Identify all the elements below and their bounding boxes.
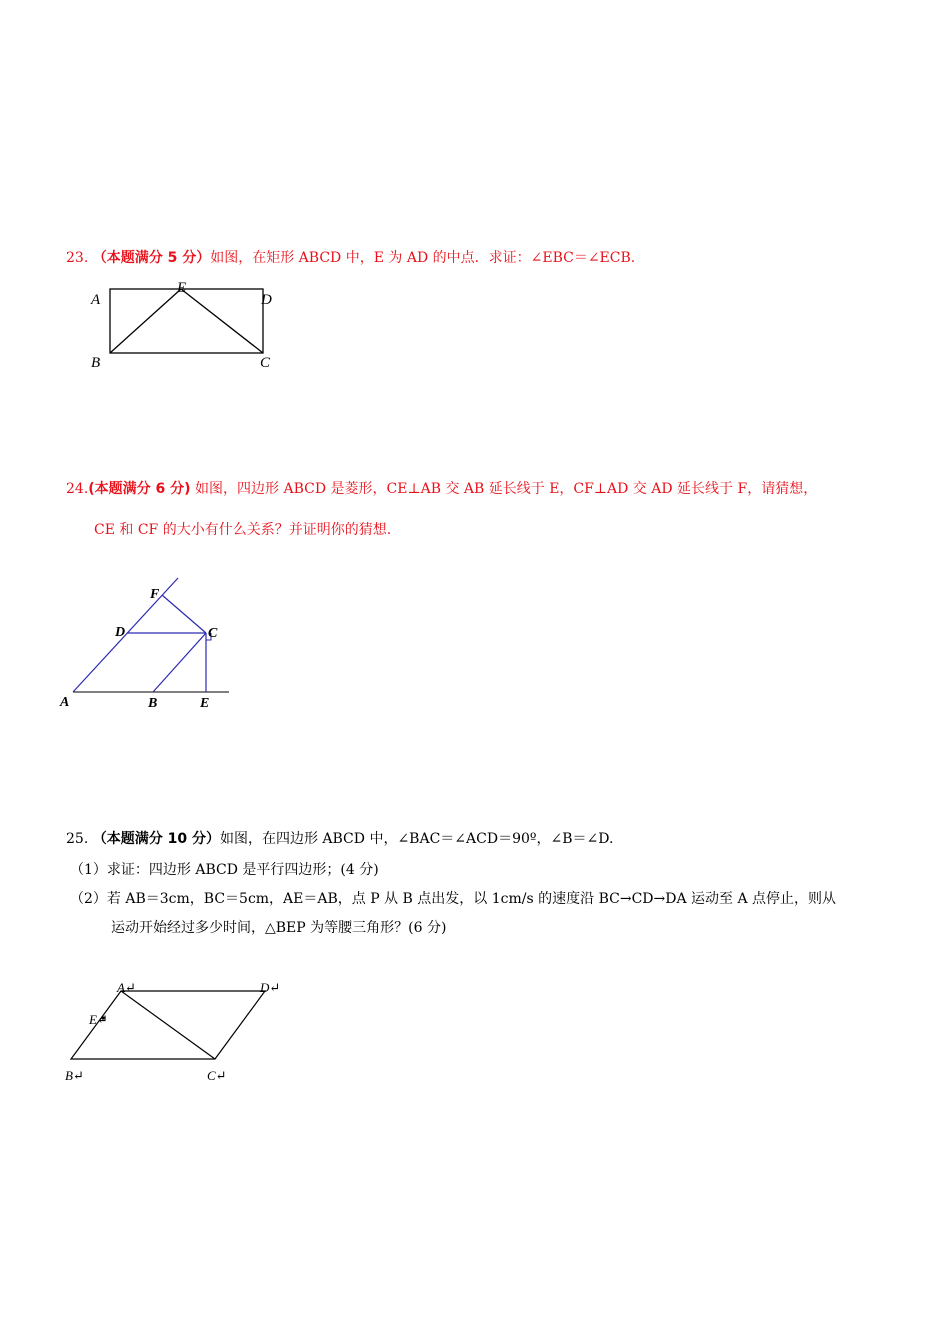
q25-label-a: A↵ [117, 980, 136, 995]
q24-label-f: F [150, 587, 160, 602]
q25-label-b: B↵ [65, 1068, 84, 1083]
q25-part2a-text: （2）若 AB＝3cm，BC＝5cm，AE＝AB，点 P 从 B 点出发，以 1cm/s 的速度沿 BC→CD→DA 运动至 A 点停止，则从 [70, 891, 837, 907]
q25-label-d: D↵ [260, 980, 281, 995]
q24-label-e: E [200, 696, 210, 711]
q23-number: 23. [66, 250, 89, 266]
q25-number: 25. [66, 831, 89, 847]
q25-text: 如图，在四边形 ABCD 中，∠BAC＝∠ACD＝90º，∠B＝∠D. [219, 831, 614, 847]
q25-points: （本题满分 10 分） [92, 831, 220, 847]
q23-label-e: E [177, 280, 187, 296]
q25-part1-text: （1）求证：四边形 ABCD 是平行四边形；(4 分) [70, 862, 379, 878]
q24-label-b: B [148, 696, 158, 711]
q24-label-a: A [60, 695, 70, 710]
q23-points: （本题满分 5 分） [92, 250, 211, 266]
q23-label-d: D [261, 292, 272, 308]
q25-label-e: E↵ [89, 1012, 108, 1027]
q25-diagonal-ac [121, 991, 215, 1059]
q24-points: (本题满分 6 分) [88, 481, 191, 497]
q25-label-c: C↵ [207, 1068, 227, 1083]
q24-text1: 如图，四边形 ABCD 是菱形，CE⊥AB 交 AB 延长线于 E，CF⊥AD 交 AD 延长线于 F，请猜想， [195, 481, 818, 497]
q23-text: 如图，在矩形 ABCD 中，E 为 AD 的中点．求证：∠EBC＝∠ECB. [210, 250, 636, 266]
q24-text2: CE 和 CF 的大小有什么关系？并证明你的猜想. [94, 522, 392, 538]
q23-label-b: B [91, 355, 101, 371]
q25-part2b-text: 运动开始经过多少时间，△BEP 为等腰三角形？(6 分) [111, 920, 447, 936]
q23-label-a: A [91, 292, 101, 308]
q24-label-c: C [208, 626, 218, 641]
q24-number: 24. [66, 481, 89, 497]
q24-label-d: D [115, 625, 126, 640]
q23-label-c: C [260, 355, 271, 371]
